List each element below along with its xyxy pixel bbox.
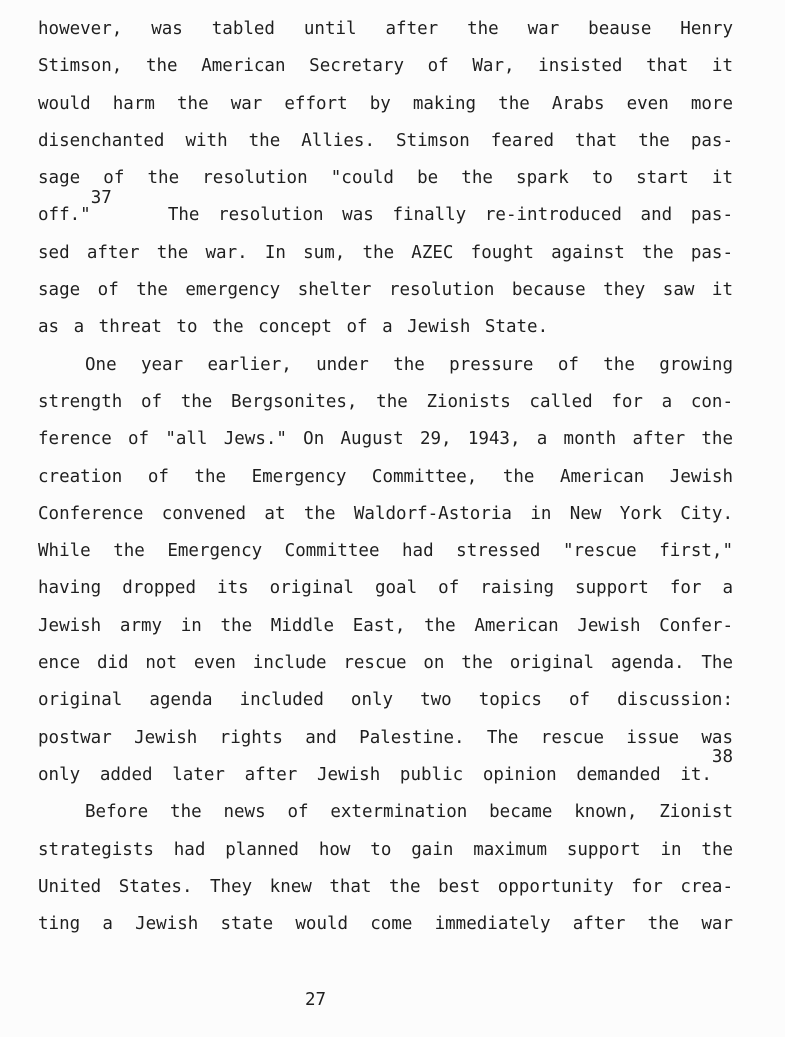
text-segment: disenchanted with the Allies. Stimson feared that the pas-	[38, 130, 733, 151]
text-segment: The resolution was finally re-introduced and pas-	[167, 205, 733, 226]
text-line	[38, 86, 733, 123]
text-line	[38, 11, 733, 48]
typed-gap	[112, 205, 168, 225]
text-block	[38, 11, 733, 943]
text-segment: Jewish army in the Middle East, the American Jewish Confer-	[38, 615, 733, 636]
text-segment: off."	[38, 205, 91, 226]
text-segment: only added later after Jewish public opinion demanded it.	[38, 764, 712, 785]
text-segment: ference of "all Jews." On August 29, 1943, a month after the	[38, 429, 733, 450]
text-segment: sage of the emergency shelter resolution because they saw it	[38, 280, 733, 301]
text-line	[38, 421, 733, 458]
text-line	[38, 160, 733, 197]
text-line	[38, 347, 733, 384]
text-segment: ence did not even include rescue on the original agenda. The	[38, 653, 733, 674]
text-line	[38, 869, 733, 906]
text-segment: Stimson, the American Secretary of War, insisted that it	[38, 56, 733, 77]
text-segment: Before the news of extermination became known, Zionist	[85, 802, 733, 823]
text-line	[38, 48, 733, 85]
text-line	[38, 682, 733, 719]
text-line	[38, 187, 733, 234]
text-line	[38, 459, 733, 496]
text-segment: as a threat to the concept of a Jewish State.	[38, 317, 549, 338]
text-line	[38, 384, 733, 421]
text-segment: Conference convened at the Waldorf-Astoria in New York City.	[38, 503, 733, 524]
text-line	[38, 747, 733, 794]
text-segment: ting a Jewish state would come immediately after the war	[38, 914, 733, 935]
text-segment: sed after the war. In sum, the AZEC fought against the pas-	[38, 242, 733, 263]
text-segment: postwar Jewish rights and Palestine. The rescue issue was	[38, 727, 733, 748]
text-line	[38, 570, 733, 607]
text-segment: however, was tabled until after the war beause Henry	[38, 19, 733, 39]
footnote-ref-38: 38	[711, 747, 733, 768]
text-segment: strategists had planned how to gain maximum support in the	[38, 839, 733, 860]
page-number: 27	[305, 990, 327, 1010]
text-segment: sage of the resolution "could be the spark to start it	[38, 168, 733, 189]
text-segment: having dropped its original goal of raising support for a	[38, 578, 733, 599]
text-segment: One year earlier, under the pressure of the growing	[85, 354, 733, 375]
text-segment: United States. They knew that the best opportunity for crea-	[38, 876, 733, 897]
text-line	[38, 496, 733, 533]
text-line	[38, 720, 733, 757]
text-segment: strength of the Bergsonites, the Zionists called for a con-	[38, 391, 733, 412]
text-segment: would harm the war effort by making the Arabs even more	[38, 93, 733, 114]
text-line	[38, 533, 733, 570]
text-line	[38, 608, 733, 645]
text-line	[38, 832, 733, 869]
text-line	[38, 235, 733, 272]
text-line	[38, 272, 733, 309]
text-line	[38, 906, 733, 943]
text-segment: creation of the Emergency Committee, the American Jewish	[38, 466, 733, 487]
footnote-ref-37: 37	[90, 187, 112, 208]
text-segment: While the Emergency Committee had stressed "rescue first,"	[38, 541, 733, 562]
text-line	[38, 794, 733, 831]
text-line	[38, 123, 733, 160]
text-segment: original agenda included only two topics of discussion:	[38, 690, 733, 711]
text-line	[38, 309, 733, 346]
text-line	[38, 645, 733, 682]
